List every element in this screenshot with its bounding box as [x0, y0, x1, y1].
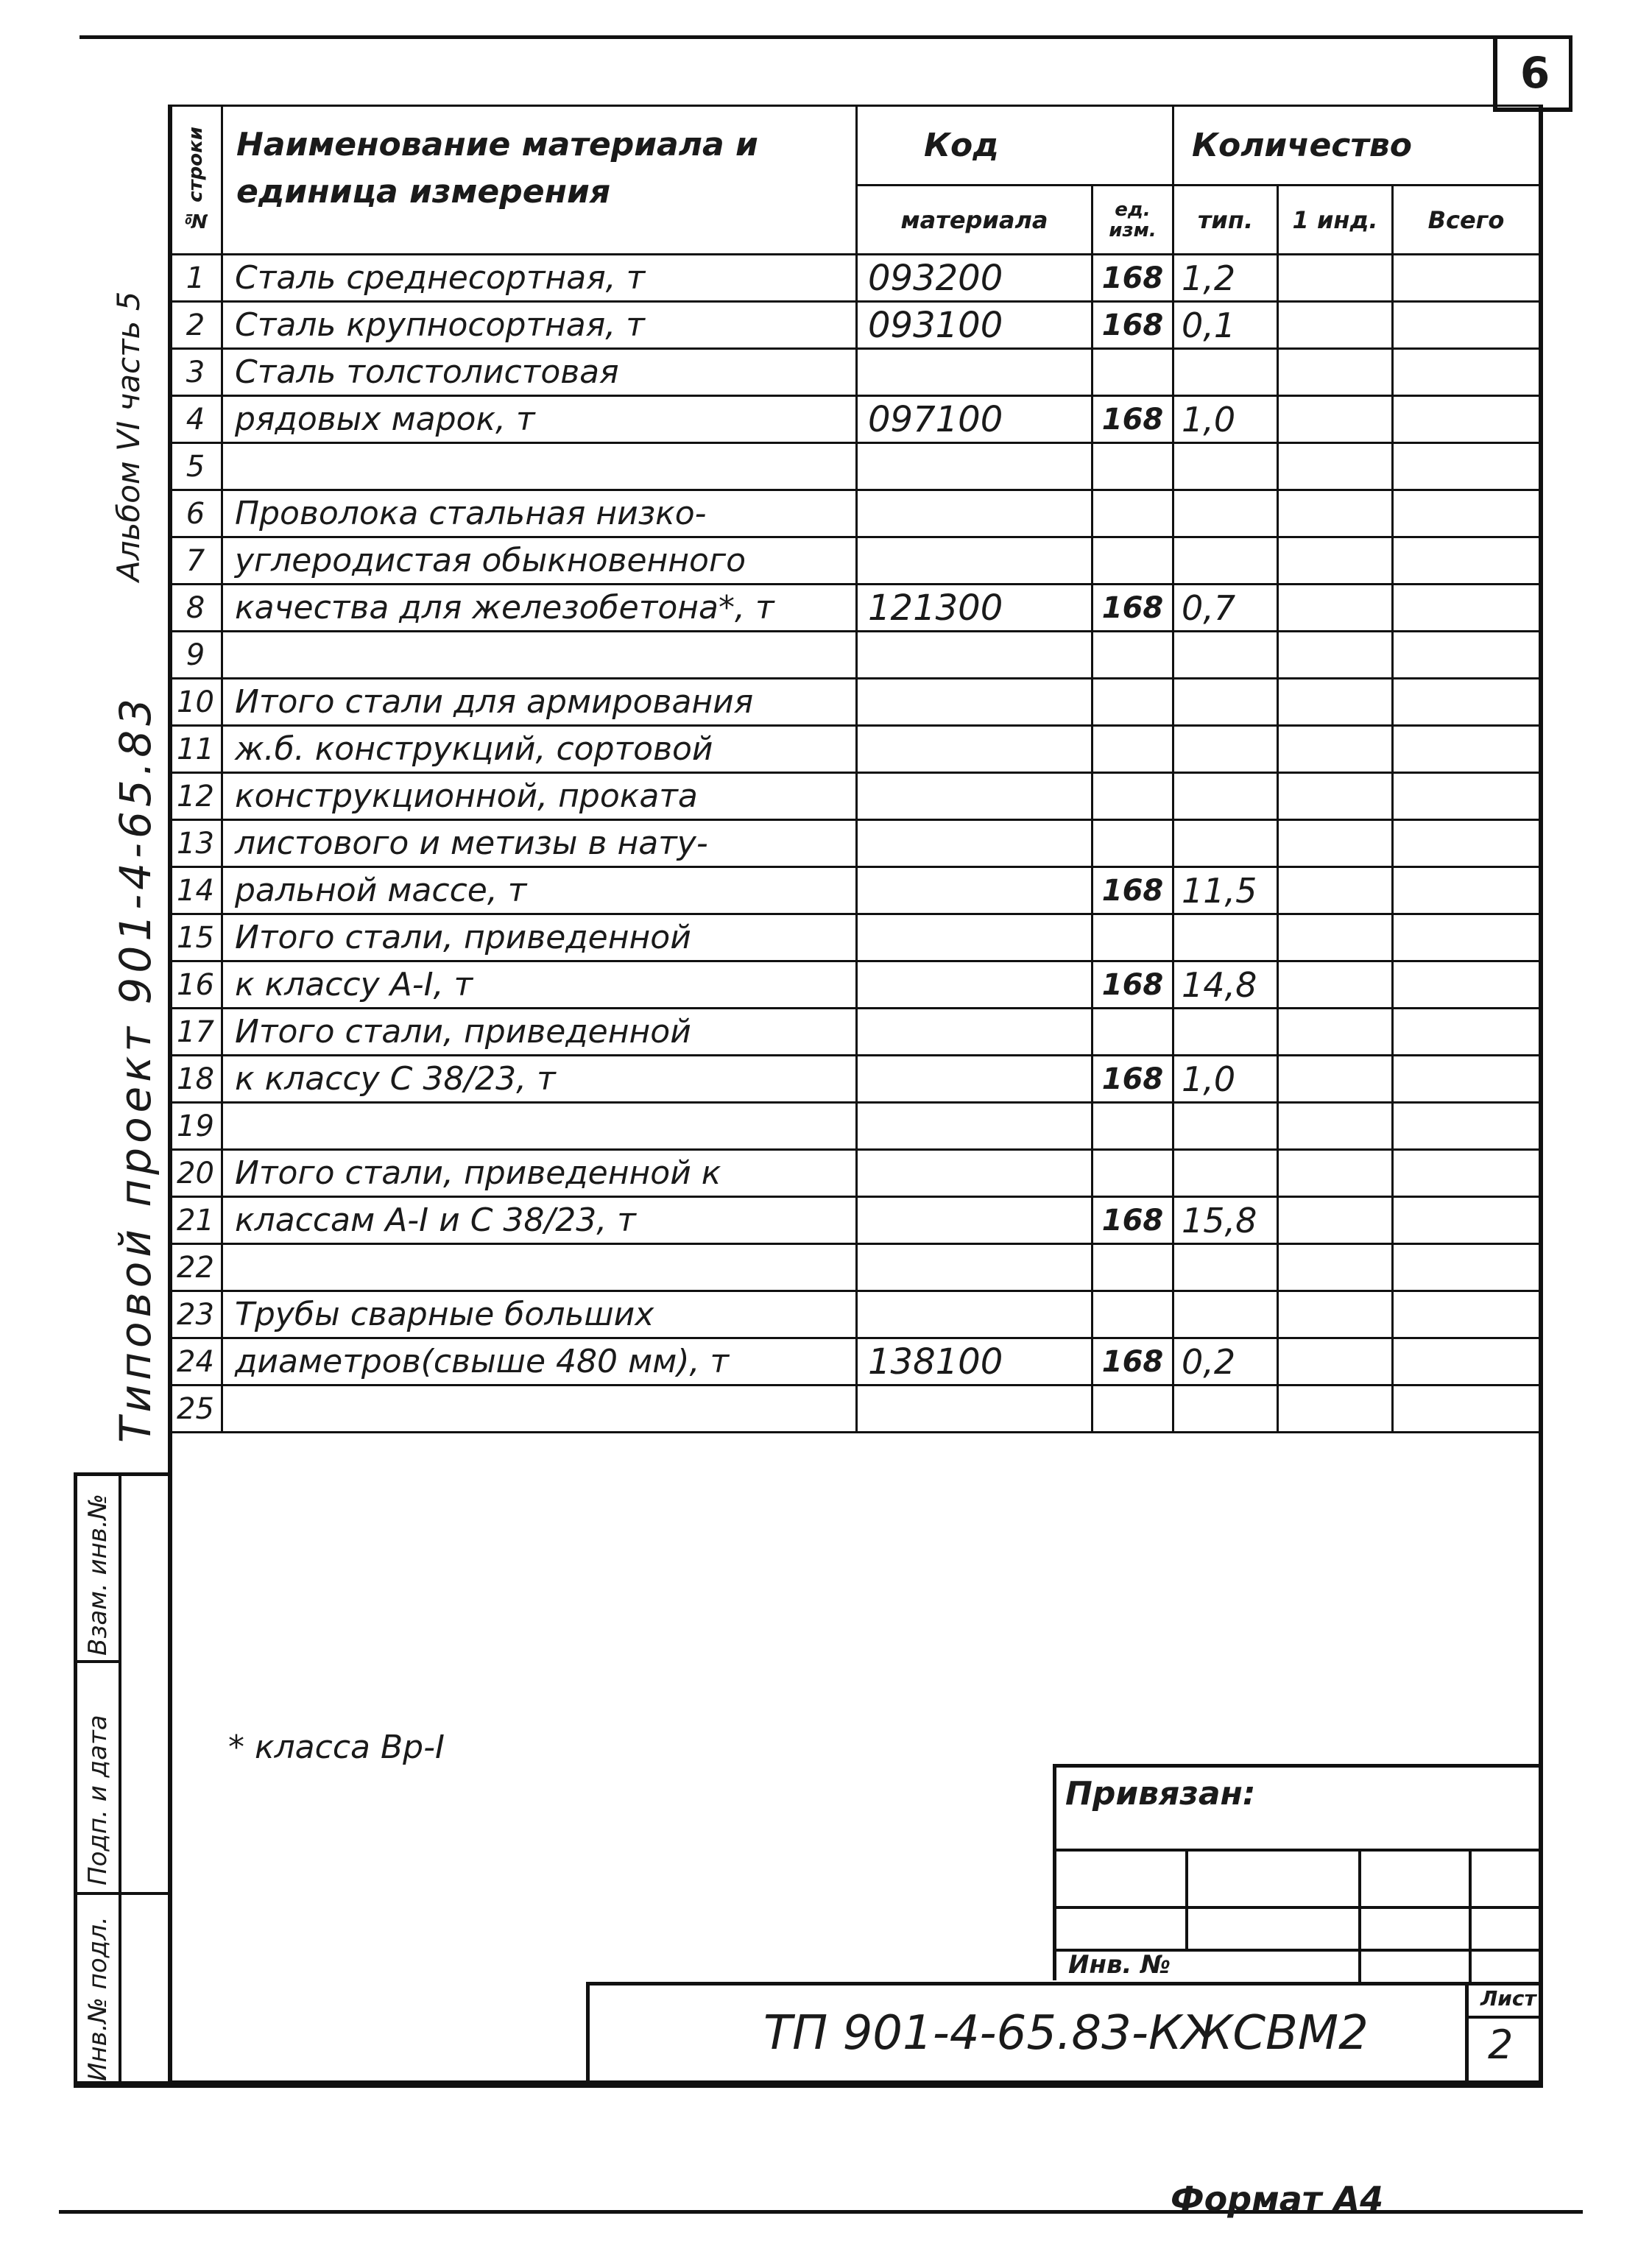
binding-title: Привязан: [1065, 1775, 1256, 1812]
table-row [169, 961, 1540, 1009]
material-code-cell: 121300 [857, 585, 1092, 632]
header-unit: ед. изм. [1092, 186, 1173, 255]
unit-code-cell [1092, 1244, 1173, 1291]
unit-code-cell: 168 [1092, 396, 1173, 443]
stamp-row-divider-1 [77, 1660, 121, 1663]
unit-code-cell [1092, 1150, 1173, 1197]
stamp-divider [119, 1476, 121, 2081]
album-label: Альбом VI часть 5 [110, 291, 147, 582]
quantity-type-cell: 0,2 [1173, 1338, 1278, 1386]
quantity-total-cell [1393, 679, 1540, 726]
quantity-total-cell [1393, 1103, 1540, 1150]
material-name-cell: Итого стали, приведенной [222, 1009, 857, 1056]
material-name-cell: Сталь толстолистовая [222, 349, 857, 396]
material-name-cell: Проволока стальная низко- [222, 490, 857, 537]
material-code-cell [857, 1291, 1092, 1338]
unit-code-cell: 168 [1092, 867, 1173, 914]
binding-vline-1 [1185, 1849, 1188, 1949]
unit-code-cell: 168 [1092, 585, 1173, 632]
header-material: материала [857, 186, 1092, 255]
table-row [169, 1291, 1540, 1338]
table-row [169, 1244, 1540, 1291]
unit-code-cell: 168 [1092, 1338, 1173, 1386]
quantity-total-cell [1393, 867, 1540, 914]
row-number-cell: 4 [169, 396, 222, 443]
quantity-total-cell [1393, 1244, 1540, 1291]
unit-code-cell [1092, 820, 1173, 867]
quantity-total-cell [1393, 585, 1540, 632]
quantity-total-cell [1393, 632, 1540, 679]
material-name-cell [222, 1244, 857, 1291]
table-row [169, 396, 1540, 443]
table-row [169, 443, 1540, 490]
table-row [169, 585, 1540, 632]
unit-code-cell [1092, 773, 1173, 820]
row-number-cell: 14 [169, 867, 222, 914]
row-number-cell: 23 [169, 1291, 222, 1338]
binding-block [1053, 1764, 1543, 1980]
quantity-individual-cell [1278, 490, 1393, 537]
quantity-individual-cell [1278, 349, 1393, 396]
header-individual: 1 инд. [1278, 186, 1393, 255]
row-number-cell: 12 [169, 773, 222, 820]
quantity-type-cell [1173, 773, 1278, 820]
material-name-cell [222, 443, 857, 490]
quantity-total-cell [1393, 1386, 1540, 1433]
row-number-cell: 2 [169, 302, 222, 349]
sheet-divider [1469, 2016, 1543, 2019]
quantity-total-cell [1393, 1291, 1540, 1338]
table-row [169, 820, 1540, 867]
material-code-cell: 097100 [857, 396, 1092, 443]
top-border-line [80, 35, 1572, 39]
unit-code-cell [1092, 632, 1173, 679]
stamp-signature-date: Подп. и дата [83, 1715, 113, 1885]
quantity-type-cell: 0,1 [1173, 302, 1278, 349]
material-code-cell [857, 1197, 1092, 1244]
material-name-cell: ж.б. конструкций, сортовой [222, 726, 857, 773]
material-code-cell [857, 773, 1092, 820]
material-code-cell: 138100 [857, 1338, 1092, 1386]
material-code-cell [857, 1009, 1092, 1056]
quantity-individual-cell [1278, 1150, 1393, 1197]
sheet-number: 2 [1488, 2022, 1514, 2068]
table-row [169, 255, 1540, 302]
unit-code-cell [1092, 1009, 1173, 1056]
material-code-cell [857, 914, 1092, 961]
quantity-type-cell [1173, 349, 1278, 396]
material-name-cell: Трубы сварные больших [222, 1291, 857, 1338]
table-row [169, 302, 1540, 349]
row-number-cell: 24 [169, 1338, 222, 1386]
material-code-cell [857, 1244, 1092, 1291]
bottom-frame-line [74, 2083, 1543, 2088]
material-name-cell: диаметров(свыше 480 мм), т [222, 1338, 857, 1386]
row-number-cell: 5 [169, 443, 222, 490]
quantity-type-cell: 1,2 [1173, 255, 1278, 302]
table-row [169, 679, 1540, 726]
header-quantity: Количество [1173, 106, 1540, 186]
material-code-cell [857, 1150, 1092, 1197]
document-code: ТП 901-4-65.83-КЖСВМ2 [763, 2006, 1369, 2061]
material-name-cell: качества для железобетона*, т [222, 585, 857, 632]
top-right-border [1569, 35, 1572, 109]
quantity-total-cell [1393, 1197, 1540, 1244]
row-number-cell: 18 [169, 1056, 222, 1103]
material-code-cell: 093100 [857, 302, 1092, 349]
materials-table [168, 105, 1541, 1433]
material-code-cell [857, 349, 1092, 396]
row-number-cell: 7 [169, 537, 222, 585]
stamp-columns [74, 1472, 168, 2085]
row-number-cell: 8 [169, 585, 222, 632]
material-code-cell [857, 1056, 1092, 1103]
unit-code-cell: 168 [1092, 302, 1173, 349]
table-row [169, 1197, 1540, 1244]
format-label: Формат А4 [1171, 2179, 1384, 2219]
stamp-inv-original: Инв.№ подл. [83, 1916, 113, 2081]
unit-code-cell [1092, 1103, 1173, 1150]
table-row [169, 490, 1540, 537]
binding-inv-label: Инв. № [1068, 1950, 1171, 1980]
quantity-total-cell [1393, 773, 1540, 820]
quantity-type-cell [1173, 1386, 1278, 1433]
table-row [169, 1009, 1540, 1056]
quantity-type-cell: 15,8 [1173, 1197, 1278, 1244]
quantity-type-cell: 14,8 [1173, 961, 1278, 1009]
page-number [1493, 38, 1572, 112]
unit-code-cell: 168 [1092, 961, 1173, 1009]
material-name-cell: ральной массе, т [222, 867, 857, 914]
table-row [169, 867, 1540, 914]
quantity-individual-cell [1278, 1009, 1393, 1056]
quantity-individual-cell [1278, 585, 1393, 632]
quantity-total-cell [1393, 349, 1540, 396]
quantity-type-cell [1173, 820, 1278, 867]
quantity-total-cell [1393, 1338, 1540, 1386]
stamp-replacement-inv: Взам. инв.№ [83, 1493, 113, 1656]
unit-code-cell [1092, 914, 1173, 961]
material-code-cell [857, 1386, 1092, 1433]
quantity-type-cell [1173, 679, 1278, 726]
quantity-type-cell: 11,5 [1173, 867, 1278, 914]
quantity-individual-cell [1278, 1386, 1393, 1433]
quantity-type-cell [1173, 632, 1278, 679]
table-row [169, 726, 1540, 773]
material-name-cell: классам А-I и С 38/23, т [222, 1197, 857, 1244]
unit-code-cell [1092, 490, 1173, 537]
row-number-cell: 3 [169, 349, 222, 396]
quantity-type-cell [1173, 1244, 1278, 1291]
header-name: Наименование материала и единица измерения [222, 106, 857, 255]
quantity-individual-cell [1278, 1291, 1393, 1338]
quantity-individual-cell [1278, 679, 1393, 726]
quantity-individual-cell [1278, 820, 1393, 867]
quantity-individual-cell [1278, 1244, 1393, 1291]
table-row [169, 1338, 1540, 1386]
unit-code-cell [1092, 679, 1173, 726]
quantity-type-cell [1173, 490, 1278, 537]
quantity-individual-cell [1278, 1197, 1393, 1244]
material-code-cell [857, 961, 1092, 1009]
binding-vline-2 [1358, 1849, 1361, 1984]
quantity-total-cell [1393, 396, 1540, 443]
binding-vline-3 [1469, 1849, 1472, 1984]
quantity-type-cell [1173, 1150, 1278, 1197]
material-name-cell: к классу А-I, т [222, 961, 857, 1009]
table-row [169, 1150, 1540, 1197]
table-row [169, 349, 1540, 396]
unit-code-cell [1092, 537, 1173, 585]
material-name-cell [222, 1103, 857, 1150]
unit-code-cell: 168 [1092, 1056, 1173, 1103]
quantity-type-cell [1173, 914, 1278, 961]
row-number-cell: 25 [169, 1386, 222, 1433]
footnote: * класса Вр-I [228, 1729, 445, 1766]
quantity-individual-cell [1278, 1338, 1393, 1386]
row-number-cell: 11 [169, 726, 222, 773]
quantity-total-cell [1393, 961, 1540, 1009]
quantity-individual-cell [1278, 914, 1393, 961]
quantity-total-cell [1393, 726, 1540, 773]
quantity-total-cell [1393, 490, 1540, 537]
table-row [169, 1103, 1540, 1150]
material-name-cell: Итого стали для армирования [222, 679, 857, 726]
quantity-type-cell: 0,7 [1173, 585, 1278, 632]
material-name-cell: Сталь крупносортная, т [222, 302, 857, 349]
quantity-individual-cell [1278, 867, 1393, 914]
quantity-total-cell [1393, 820, 1540, 867]
quantity-individual-cell [1278, 537, 1393, 585]
material-code-cell [857, 632, 1092, 679]
row-number-cell: 19 [169, 1103, 222, 1150]
stamp-row-divider-2 [77, 1892, 172, 1895]
quantity-total-cell [1393, 914, 1540, 961]
project-label: Типовой проект 901-4-65.83 [110, 694, 160, 1443]
table-row [169, 1386, 1540, 1433]
material-name-cell: Итого стали, приведенной [222, 914, 857, 961]
quantity-total-cell [1393, 255, 1540, 302]
unit-code-cell [1092, 726, 1173, 773]
quantity-individual-cell [1278, 443, 1393, 490]
material-code-cell [857, 679, 1092, 726]
table-row [169, 632, 1540, 679]
quantity-individual-cell [1278, 255, 1393, 302]
row-number-cell: 21 [169, 1197, 222, 1244]
quantity-individual-cell [1278, 961, 1393, 1009]
header-code: Код [857, 106, 1173, 186]
sheet-label: Лист [1480, 1986, 1536, 2011]
quantity-type-cell [1173, 1103, 1278, 1150]
unit-code-cell [1092, 349, 1173, 396]
material-code-cell [857, 1103, 1092, 1150]
header-total: Всего [1393, 186, 1540, 255]
material-name-cell: листового и метизы в нату- [222, 820, 857, 867]
material-name-cell: углеродистая обыкновенного [222, 537, 857, 585]
quantity-type-cell [1173, 1009, 1278, 1056]
quantity-individual-cell [1278, 726, 1393, 773]
table-row [169, 773, 1540, 820]
unit-code-cell: 168 [1092, 255, 1173, 302]
title-block [586, 1982, 1543, 2085]
row-number-cell: 1 [169, 255, 222, 302]
quantity-type-cell [1173, 726, 1278, 773]
quantity-type-cell [1173, 443, 1278, 490]
row-number-cell: 17 [169, 1009, 222, 1056]
row-number-cell: 16 [169, 961, 222, 1009]
material-name-cell [222, 632, 857, 679]
quantity-individual-cell [1278, 396, 1393, 443]
quantity-total-cell [1393, 302, 1540, 349]
sheet-box [1465, 1982, 1543, 2085]
material-code-cell [857, 443, 1092, 490]
unit-code-cell [1092, 1386, 1173, 1433]
material-name-cell: Сталь среднесортная, т [222, 255, 857, 302]
quantity-total-cell [1393, 1056, 1540, 1103]
unit-code-cell: 168 [1092, 1197, 1173, 1244]
quantity-type-cell [1173, 1291, 1278, 1338]
quantity-individual-cell [1278, 302, 1393, 349]
unit-code-cell [1092, 443, 1173, 490]
page-number-text: 6 [1519, 48, 1550, 98]
material-code-cell [857, 490, 1092, 537]
material-name-cell: конструкционной, проката [222, 773, 857, 820]
row-number-cell: 15 [169, 914, 222, 961]
quantity-type-cell: 1,0 [1173, 1056, 1278, 1103]
quantity-total-cell [1393, 1150, 1540, 1197]
quantity-individual-cell [1278, 632, 1393, 679]
unit-code-cell [1092, 1291, 1173, 1338]
table-row [169, 537, 1540, 585]
material-code-cell [857, 820, 1092, 867]
material-name-cell: к классу С 38/23, т [222, 1056, 857, 1103]
quantity-individual-cell [1278, 1103, 1393, 1150]
quantity-total-cell [1393, 443, 1540, 490]
row-number-cell: 20 [169, 1150, 222, 1197]
row-number-cell: 10 [169, 679, 222, 726]
quantity-total-cell [1393, 537, 1540, 585]
material-code-cell [857, 726, 1092, 773]
quantity-total-cell [1393, 1009, 1540, 1056]
material-name-cell: Итого стали, приведенной к [222, 1150, 857, 1197]
quantity-individual-cell [1278, 773, 1393, 820]
quantity-type-cell: 1,0 [1173, 396, 1278, 443]
material-name-cell [222, 1386, 857, 1433]
quantity-type-cell [1173, 537, 1278, 585]
row-number-cell: 9 [169, 632, 222, 679]
header-row-number: № строки [169, 106, 222, 255]
row-number-cell: 13 [169, 820, 222, 867]
table-row [169, 1056, 1540, 1103]
material-code-cell: 093200 [857, 255, 1092, 302]
table-row [169, 914, 1540, 961]
quantity-individual-cell [1278, 1056, 1393, 1103]
row-number-cell: 22 [169, 1244, 222, 1291]
material-code-cell [857, 537, 1092, 585]
material-code-cell [857, 867, 1092, 914]
material-name-cell: рядовых марок, т [222, 396, 857, 443]
header-type: тип. [1173, 186, 1278, 255]
row-number-cell: 6 [169, 490, 222, 537]
